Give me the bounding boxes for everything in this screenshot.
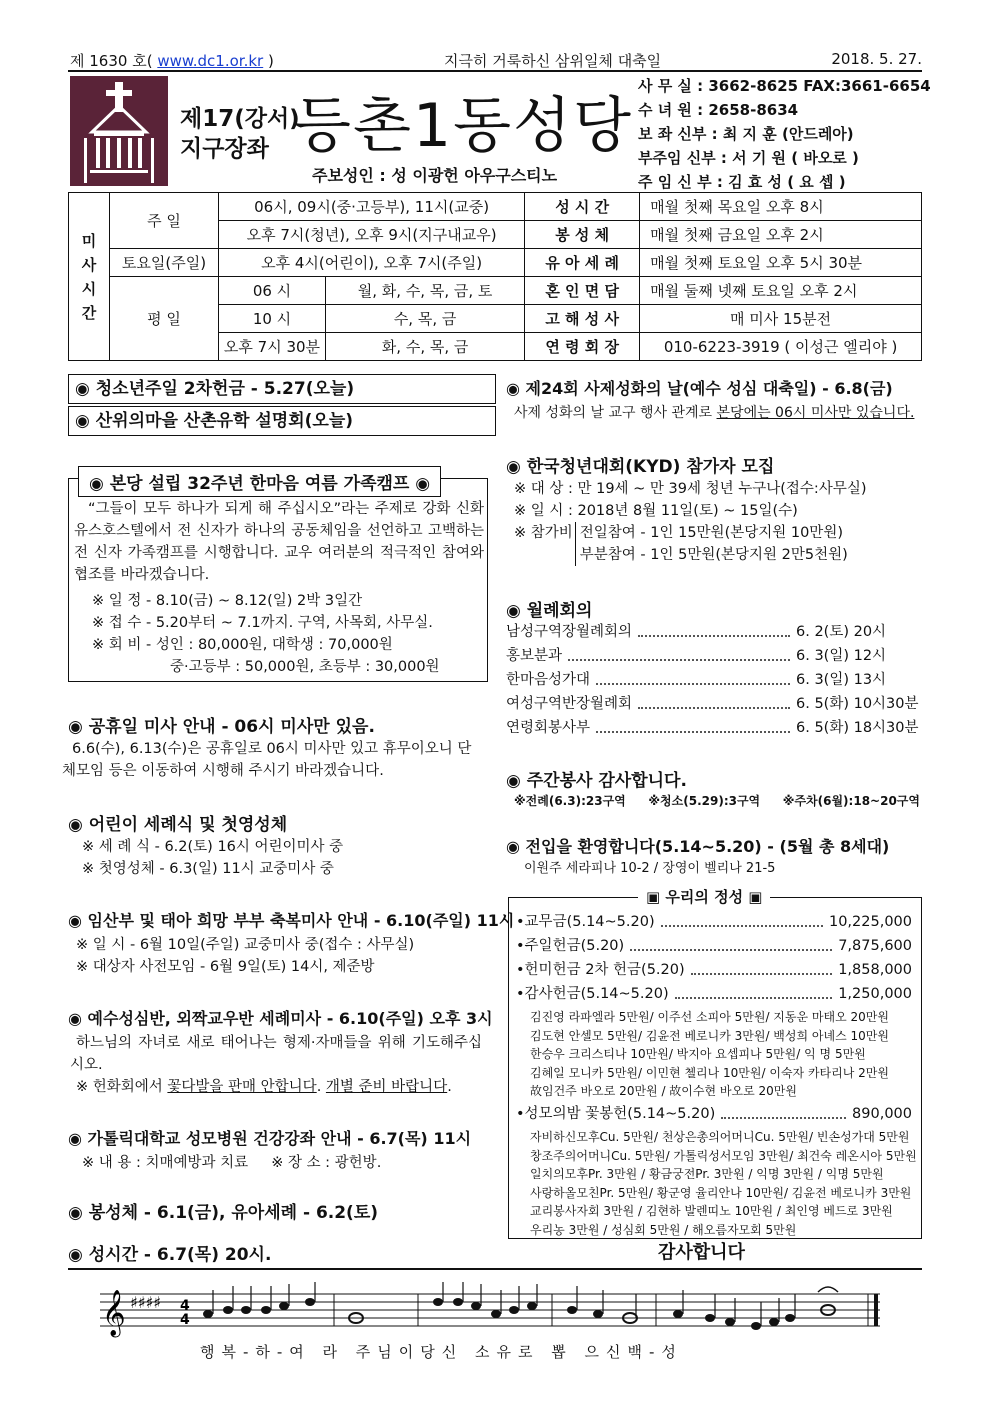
- flower-offering: •성모의밤 꽃봉헌(5.14~5.20) 890,000: [516, 1102, 912, 1126]
- kyd-title: ◉ 한국청년대회(KYD) 참가자 모집: [506, 457, 775, 477]
- saturday-label: 토요일(주일): [110, 249, 219, 277]
- list-item: 홍보분과 6. 3(일) 12시: [506, 644, 916, 668]
- family-camp-details: ※ 일 정 - 8.10(금) ~ 8.12(일) 2박 3일간 ※ 접 수 - 5.20부터 ~ 7.1까지. 구역, 사목회, 사무실. ※ 회 비 - 성인 : 80,000원, 대학생 : 70,000원 중·고등부 : 50,000원, 초등부 : 30,000원: [92, 593, 440, 675]
- table-row: 오후 7시(청년), 오후 9시(지구내교우) 봉 성 체 매월 첫째 금요일 오후 2시: [69, 221, 922, 249]
- holiday-mass-body: 6.6(수), 6.13(수)은 공휴일로 06시 미사만 있고 휴무이오니 단체모임 등은 이동하여 시행해 주시기 바라겠습니다.: [62, 741, 472, 779]
- youth-sunday-box: ◉ 청소년주일 2차헌금 - 5.27(오늘): [68, 374, 496, 404]
- contact-assistant-priest: 보 좌 신부 : 최 지 훈 (안드레아): [638, 125, 854, 143]
- sacred-heart-baptism-body: 하느님의 자녀로 새로 태어나는 형제·자매들을 위해 기도해주십시오.: [70, 1035, 482, 1073]
- mountain-village-box: ◉ 산위의마을 산촌유학 설명회(오늘): [68, 406, 496, 436]
- issue-number: 제 1630 호( www.dc1.or.kr ): [70, 52, 274, 70]
- table-row: 10 시 수, 목, 금 고 해 성 사 매 미사 15분전: [69, 305, 922, 333]
- svg-text:4: 4: [180, 1298, 190, 1314]
- svg-text:𝄞: 𝄞: [102, 1290, 126, 1336]
- child-baptism-details: ※ 세 례 식 - 6.2(토) 16시 어린이미사 중 ※ 첫영성체 - 6.3(일) 11시 교중미사 중: [82, 839, 344, 877]
- music-rule: [68, 1268, 922, 1270]
- welcome-body: 이원주 세라피나 10-2 / 장영이 벨리나 21-5: [524, 861, 776, 876]
- website-link[interactable]: www.dc1.or.kr: [157, 52, 264, 70]
- list-item: 한마음성가대 6. 3(일) 13시: [506, 668, 916, 692]
- thanks-label: 감사합니다: [658, 1242, 745, 1263]
- song-lyrics: 행복-하-여 라 주님이당신 소유로 뽑 으신백-성: [200, 1343, 683, 1361]
- monthly-meetings-title: ◉ 월례회의: [506, 601, 593, 621]
- list-item: 여성구역반장월례회 6. 5(화) 10시30분: [506, 692, 916, 716]
- table-row: 평 일 06 시 월, 화, 수, 목, 금, 토 혼 인 면 담 매월 둘째 넷째 토요일 오후 2시: [69, 277, 922, 305]
- svg-text:♯♯♯♯: ♯♯♯♯: [130, 1293, 161, 1312]
- holy-hour-title: ◉ 성시간 - 6.7(목) 20시.: [68, 1245, 272, 1265]
- issue-date: 2018. 5. 27.: [831, 50, 922, 68]
- list-item: 남성구역장월례회의 6. 2(토) 20시: [506, 620, 916, 644]
- patron-saint: 주보성인 : 성 이광헌 아우구스티노: [312, 166, 558, 185]
- list-item: •감사헌금(5.14~5.20) 1,250,000: [516, 982, 912, 1006]
- hospital-lecture-title: ◉ 가톨릭대학교 성모병원 건강강좌 안내 - 6.7(목) 11시: [68, 1129, 472, 1148]
- sacred-heart-baptism-title: ◉ 예수성심반, 외짝교우반 세례미사 - 6.10(주일) 오후 3시: [68, 1009, 493, 1028]
- family-camp-title: ◉ 본당 설립 32주년 한마음 여름 가족캠프 ◉: [78, 466, 441, 497]
- welcome-title: ◉ 전입을 환영합니다(5.14~5.20) - (5월 총 8세대): [506, 837, 890, 856]
- sunday-label: 주 일: [110, 193, 219, 249]
- holiday-mass-title: ◉ 공휴일 미사 안내 - 06시 미사만 있음.: [68, 717, 375, 737]
- list-item: 연령회봉사부 6. 5(화) 18시30분: [506, 716, 916, 740]
- list-item: •헌미헌금 2차 헌금(5.20) 1,858,000: [516, 958, 912, 982]
- saturday-times: 오후 4시(어린이), 오후 7시(주일): [219, 249, 525, 277]
- header-rule: [68, 70, 922, 72]
- flower-notice: ※ 헌화회에서 꽃다발을 판매 안합니다. 개별 준비 바랍니다.: [76, 1079, 452, 1095]
- weekday-label: 평 일: [110, 277, 219, 361]
- district-label: 제17(강서) 지구장좌: [180, 106, 300, 162]
- music-staff-icon: [100, 1282, 880, 1342]
- thanks-donor-list: 김진영 라파엘라 5만원/ 이주선 소피아 5만원/ 지동운 마태오 20만원 김도현 안셀모 5만원/ 김윤전 베로니카 3만원/ 백성희 아녜스 10만원 한승우 크리스티나 10만원/ 박지아 요셉피나 5만원/ 익 명 5만원 김혜일 모니카 5만원/ 이민현 첼리나 10만원/ 이숙자 카타리나 2만원 故임건주 바오로 20만원 / 故이수현 바오로 20만원: [530, 1010, 889, 1098]
- mass-schedule-table: [68, 192, 922, 361]
- monthly-meetings-list: [506, 620, 919, 740]
- contact-convent: 수 녀 원 : 2658-8634: [638, 101, 799, 119]
- contact-list: [638, 74, 931, 194]
- kyd-details: ※ 대 상 : 만 19세 ~ 만 39세 청년 누구나(접수:사무실) ※ 일 시 : 2018년 8월 11일(토) ~ 15일(수) ※ 참가비 전일참여 - 1인 15만원(본당지원 10만원) 부분참여 - 1인 5만원(본당지원 2만5천원): [514, 478, 867, 566]
- pregnancy-mass-title: ◉ 임산부 및 태아 희망 부부 축복미사 안내 - 6.10(주일) 11시: [68, 911, 515, 930]
- list-item: •주일헌금(5.20) 7,875,600: [516, 934, 912, 958]
- church-cross-icon: [70, 76, 168, 186]
- table-row: 미사시간 주 일 06시, 09시(중·고등부), 11시(교중) 성 시 간 매월 첫째 목요일 오후 8시: [69, 193, 922, 221]
- contact-associate-priest: 부주임 신부 : 서 기 원 ( 바오로 ): [638, 149, 859, 167]
- contact-office: 사 무 실 : 3662-8625 FAX:3661-6654: [638, 77, 931, 95]
- family-camp-body: “그들이 모두 하나가 되게 해 주십시오”라는 주제로 강화 신화 유스호스텔에서 전 신자가 하나의 공동체임을 선언하고 고백하는 전 신자 가족캠프를 시행합니다. 교우 여러분의 적극적인 참여와 협조를 바라겠습니다.: [74, 501, 484, 583]
- feast-name: 지극히 거룩하신 삼위일체 대축일: [444, 52, 662, 70]
- table-row: 오후 7시 30분 화, 수, 목, 금 연 령 회 장 010-6223-3919 ( 이성근 엘리야 ): [69, 333, 922, 361]
- priest-sanctification-body: 사제 성화의 날 교구 행사 관계로 본당에는 06시 미사만 있습니다.: [514, 405, 915, 421]
- church-logo: [70, 76, 168, 186]
- flower-donor-list: 자비하신모후Cu. 5만원/ 천상은총의어머니Cu. 5만원/ 빈손성가대 5만원 창조주의어머니Cu. 5만원/ 가톨릭성서모임 3만원/ 최건숙 레온시아 5만원 일치의모후Pr. 3만원 / 황금궁전Pr. 3만원 / 익명 3만원 / 익명 5만원 사랑하올모친Pr. 5만원/ 황군영 율리안나 10만원/ 김윤전 베로니카 3만원 교리봉사자회 3만원 / 김현하 발렌띠노 10만원 / 최인영 베드로 3만원 우리농 3만원 / 성심회 5만원 / 해오름자모회 5만원: [530, 1130, 917, 1237]
- church-name: 등촌1동성당: [293, 91, 633, 161]
- offering-list: [516, 910, 912, 1006]
- contact-pastor: 주 임 신 부 : 김 효 성 ( 요 셉 ): [638, 173, 846, 191]
- sunday-times-1: 06시, 09시(중·고등부), 11시(교중): [219, 193, 525, 221]
- priest-sanctification-title: ◉ 제24회 사제성화의 날(예수 성심 대축일) - 6.8(금): [506, 379, 893, 398]
- weekly-service-title: ◉ 주간봉사 감사합니다.: [506, 771, 687, 791]
- hospital-lecture-details: ※ 내 용 : 치매예방과 치료 ※ 장 소 : 광헌방.: [82, 1155, 382, 1171]
- issue-header: [70, 50, 922, 71]
- list-item: •교무금(5.14~5.20) 10,225,000: [516, 910, 912, 934]
- table-row: 토요일(주일) 오후 4시(어린이), 오후 7시(주일) 유 아 세 례 매월 첫째 토요일 오후 5시 30분: [69, 249, 922, 277]
- mass-time-label: 미사시간: [69, 193, 110, 361]
- communion-title: ◉ 봉성체 - 6.1(금), 유아세례 - 6.2(토): [68, 1203, 379, 1223]
- svg-text:4: 4: [180, 1312, 190, 1328]
- pregnancy-mass-details: ※ 일 시 - 6월 10일(주일) 교중미사 중(접수 : 사무실) ※ 대상자 사전모임 - 6월 9일(토) 14시, 제준방: [76, 937, 415, 975]
- weekly-service-list: ※전례(6.3):23구역 ※청소(5.29):3구역 ※주차(6월):18~20구역: [514, 794, 920, 808]
- offering-title: ▣ 우리의 정성 ▣: [638, 886, 770, 907]
- child-baptism-title: ◉ 어린이 세례식 및 첫영성체: [68, 815, 288, 835]
- sunday-times-2: 오후 7시(청년), 오후 9시(지구내교우): [219, 221, 525, 249]
